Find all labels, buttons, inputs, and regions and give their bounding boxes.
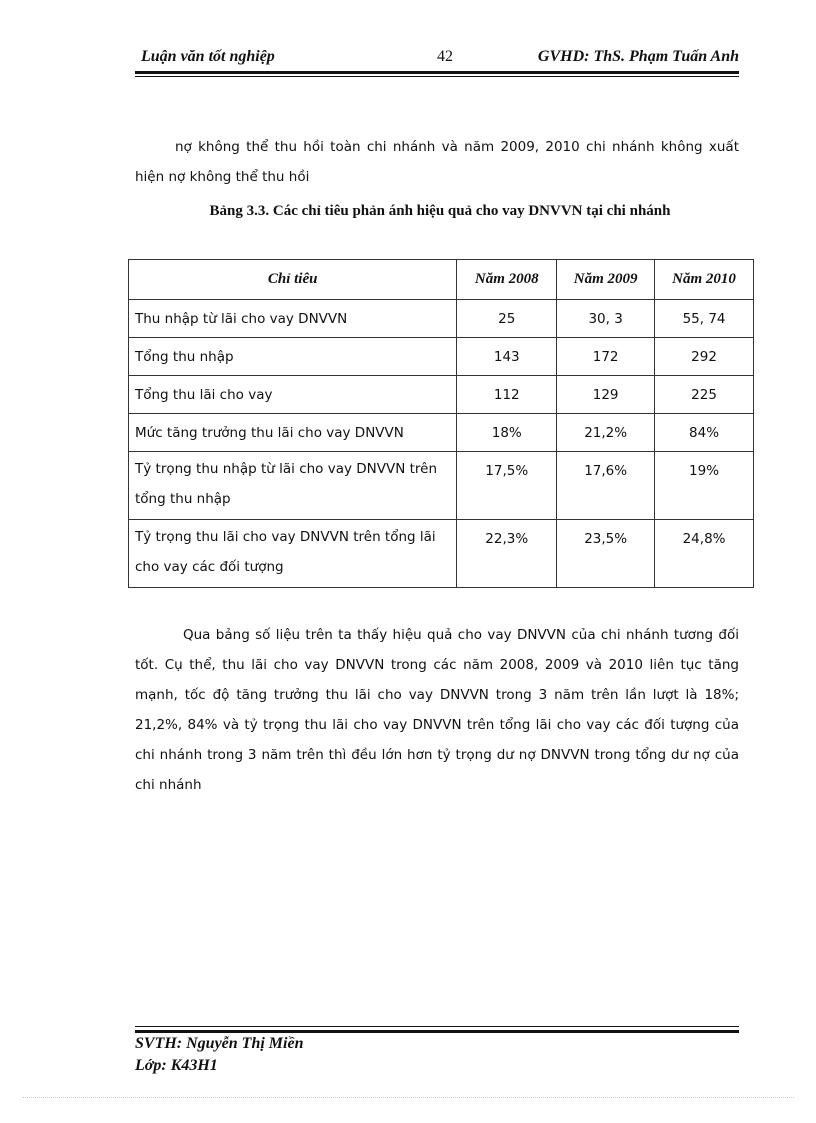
column-header: Năm 2009	[557, 260, 655, 300]
footer-class: Lớp: K43H1	[135, 1057, 218, 1074]
indicators-table	[128, 259, 754, 588]
value-2009: 21,2%	[557, 414, 655, 452]
value-2009: 129	[557, 376, 655, 414]
header-advisor: GVHD: ThS. Phạm Tuấn Anh	[537, 48, 739, 65]
value-2008: 17,5%	[457, 452, 557, 520]
table-row	[129, 338, 754, 376]
table-caption: Bảng 3.3. Các chỉ tiêu phản ánh hiệu quả cho vay DNVVN tại chi nhánh	[209, 203, 671, 219]
value-2010: 292	[655, 338, 754, 376]
indicator-label: Tổng thu nhập	[129, 338, 457, 376]
value-2010: 24,8%	[655, 520, 754, 588]
value-2008: 112	[457, 376, 557, 414]
column-header: Năm 2010	[655, 260, 754, 300]
indicator-label: Tỷ trọng thu lãi cho vay DNVVN trên tổng lãi cho vay các đối tượng	[129, 520, 457, 588]
header-thesis-label: Luận văn tốt nghiệp	[141, 48, 275, 65]
value-2010: 84%	[655, 414, 754, 452]
value-2008: 22,3%	[457, 520, 557, 588]
indicator-label: Mức tăng trưởng thu lãi cho vay DNVVN	[129, 414, 457, 452]
indicator-label: Tỷ trọng thu nhập từ lãi cho vay DNVVN trên tổng thu nhập	[129, 452, 457, 520]
table-row	[129, 414, 754, 452]
value-2010: 225	[655, 376, 754, 414]
value-2008: 143	[457, 338, 557, 376]
footer-student: SVTH: Nguyễn Thị Miền	[135, 1035, 304, 1052]
table-row	[129, 376, 754, 414]
intro-paragraph: nợ không thể thu hồi toàn chi nhánh và năm 2009, 2010 chi nhánh không xuất hiện nợ không thể thu hồi	[135, 139, 739, 185]
value-2010: 55, 74	[655, 300, 754, 338]
column-header: Chỉ tiêu	[129, 260, 457, 300]
column-header: Năm 2008	[457, 260, 557, 300]
indicator-label: Thu nhập từ lãi cho vay DNVVN	[129, 300, 457, 338]
value-2008: 25	[457, 300, 557, 338]
table-header-row	[129, 260, 754, 300]
table-row	[129, 452, 754, 520]
header-rule-thick	[135, 71, 739, 74]
header-rule-thin	[135, 76, 739, 77]
page-edge-divider	[22, 1097, 794, 1098]
table-row	[129, 300, 754, 338]
table-row	[129, 520, 754, 588]
page-header	[135, 48, 739, 70]
footer-rule-thick	[135, 1030, 739, 1033]
analysis-paragraph: Qua bảng số liệu trên ta thấy hiệu quả cho vay DNVVN của chi nhánh tương đối tốt. Cụ thể, thu lãi cho vay DNVVN trong các năm 2008, 2009 và 2010 liên tục tăng mạnh, tốc độ tăng trưởng thu lãi cho vay DNVVN trong 3 năm trên lần lượt là 18%; 21,2%, 84% và tỷ trọng thu lãi cho vay DNVVN trên tổng lãi cho vay các đối tượng của chi nhánh trong 3 năm trên thì đều lớn hơn tỷ trọng dư nợ DNVVN trong tổng dư nợ của chi nhánh	[135, 627, 739, 793]
value-2009: 172	[557, 338, 655, 376]
indicator-label: Tổng thu lãi cho vay	[129, 376, 457, 414]
page-number: 42	[437, 48, 453, 65]
footer-rule-thin	[135, 1026, 739, 1027]
value-2009: 17,6%	[557, 452, 655, 520]
value-2009: 23,5%	[557, 520, 655, 588]
value-2009: 30, 3	[557, 300, 655, 338]
value-2008: 18%	[457, 414, 557, 452]
value-2010: 19%	[655, 452, 754, 520]
